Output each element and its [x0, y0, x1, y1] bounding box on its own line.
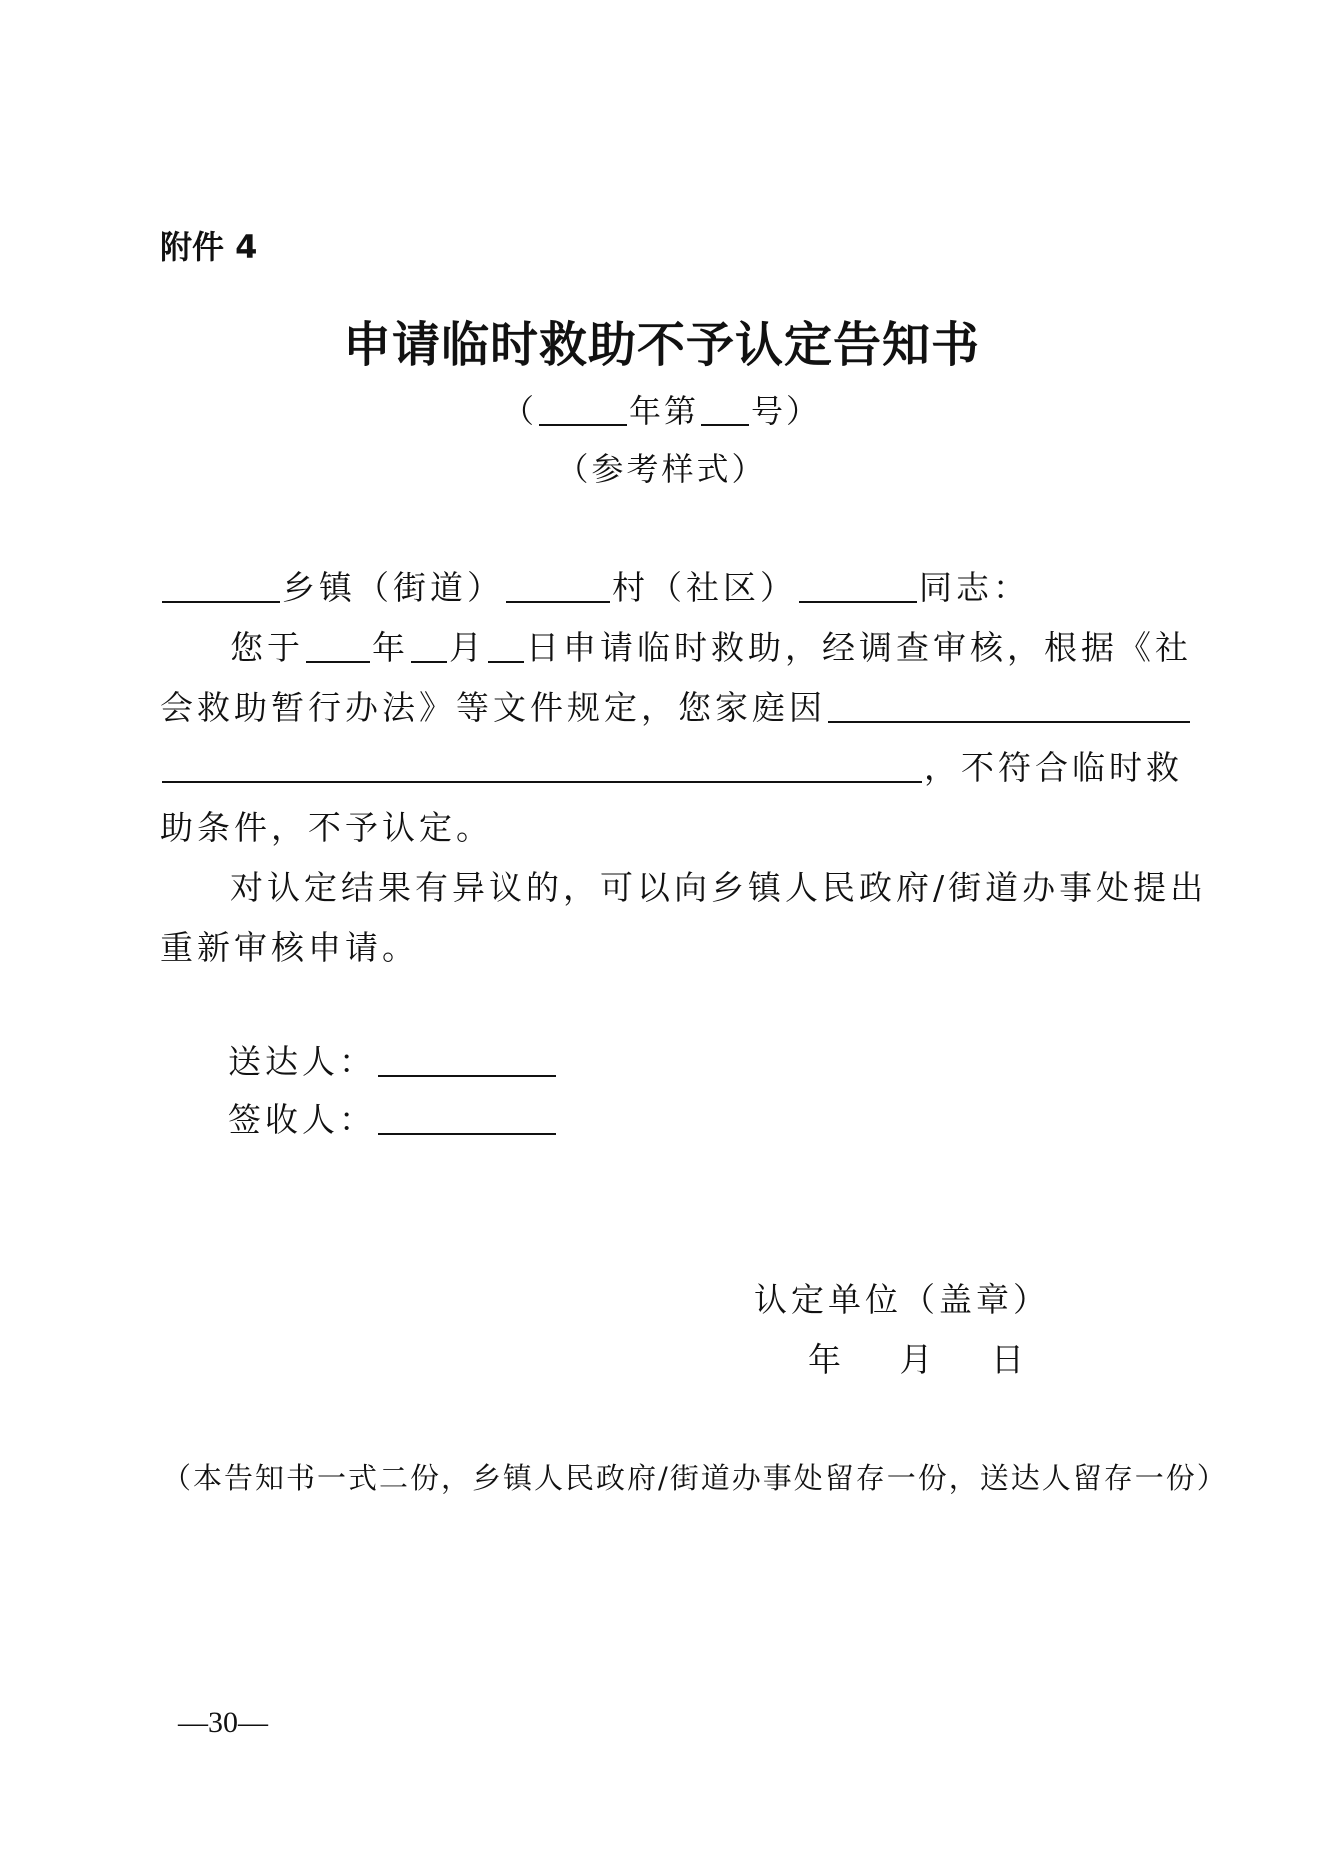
comrade-label: 同志：: [919, 568, 1030, 607]
doc-year-blank[interactable]: [539, 392, 627, 426]
paragraph-2-line-2: 重新审核申请。: [160, 928, 419, 967]
deliverer-label: 送达人：: [228, 1042, 376, 1081]
doc-number-suffix: 号）: [751, 392, 822, 430]
doc-number-blank[interactable]: [701, 392, 749, 426]
page-number: —30—: [178, 1706, 268, 1739]
paragraph-1-line-2: [160, 682, 1192, 729]
issuing-unit: 认定单位（盖章）: [754, 1280, 1050, 1319]
para1-line2-text: 会救助暂行办法》等文件规定，您家庭因: [160, 688, 826, 727]
footnote: （本告知书一式二份，乡镇人民政府/街道办事处留存一份，送达人留存一份）: [162, 1461, 1228, 1495]
name-blank[interactable]: [799, 568, 917, 603]
para1-prefix: 您于: [230, 628, 304, 667]
village-blank[interactable]: [506, 568, 610, 603]
town-blank[interactable]: [162, 568, 280, 603]
deliverer-line: [228, 1036, 558, 1083]
receiver-line: [228, 1094, 558, 1141]
para1-line3-suffix: ，不符合临时救: [924, 748, 1183, 787]
apply-month-blank[interactable]: [411, 628, 447, 663]
village-label: 村（社区）: [612, 568, 797, 607]
receiver-label: 签收人：: [228, 1100, 376, 1139]
date-year: 年: [808, 1340, 845, 1379]
paragraph-1-line-1: [230, 622, 1192, 669]
issue-date: [808, 1334, 1028, 1381]
town-label: 乡镇（街道）: [282, 568, 504, 607]
apply-year-blank[interactable]: [306, 628, 370, 663]
receiver-signature-blank[interactable]: [378, 1100, 556, 1135]
document-title: 申请临时救助不予认定告知书: [342, 317, 980, 373]
reason-blank-2[interactable]: [162, 748, 922, 783]
paragraph-1-line-3: [160, 742, 1183, 789]
date-month: 月: [899, 1340, 937, 1379]
document-number: [0, 386, 1323, 432]
para1-year: 年: [372, 628, 409, 667]
paragraph-2-line-1: 对认定结果有异议的，可以向乡镇人民政府/街道办事处提出: [230, 868, 1208, 907]
sample-label: （参考样式）: [556, 450, 767, 488]
doc-year-label: 年第: [628, 392, 699, 430]
addressee-line: [160, 562, 1030, 609]
deliverer-signature-blank[interactable]: [378, 1042, 556, 1077]
para1-month: 月: [449, 628, 486, 667]
apply-day-blank[interactable]: [488, 628, 524, 663]
paragraph-1-line-4: 助条件，不予认定。: [160, 808, 493, 847]
reason-blank-1[interactable]: [828, 688, 1190, 723]
para1-day: 日申请临时救助，经调查审核，根据《社: [526, 628, 1192, 667]
date-day: 日: [991, 1340, 1028, 1379]
attachment-label: 附件 4: [160, 228, 258, 266]
doc-number-open: （: [501, 392, 537, 430]
